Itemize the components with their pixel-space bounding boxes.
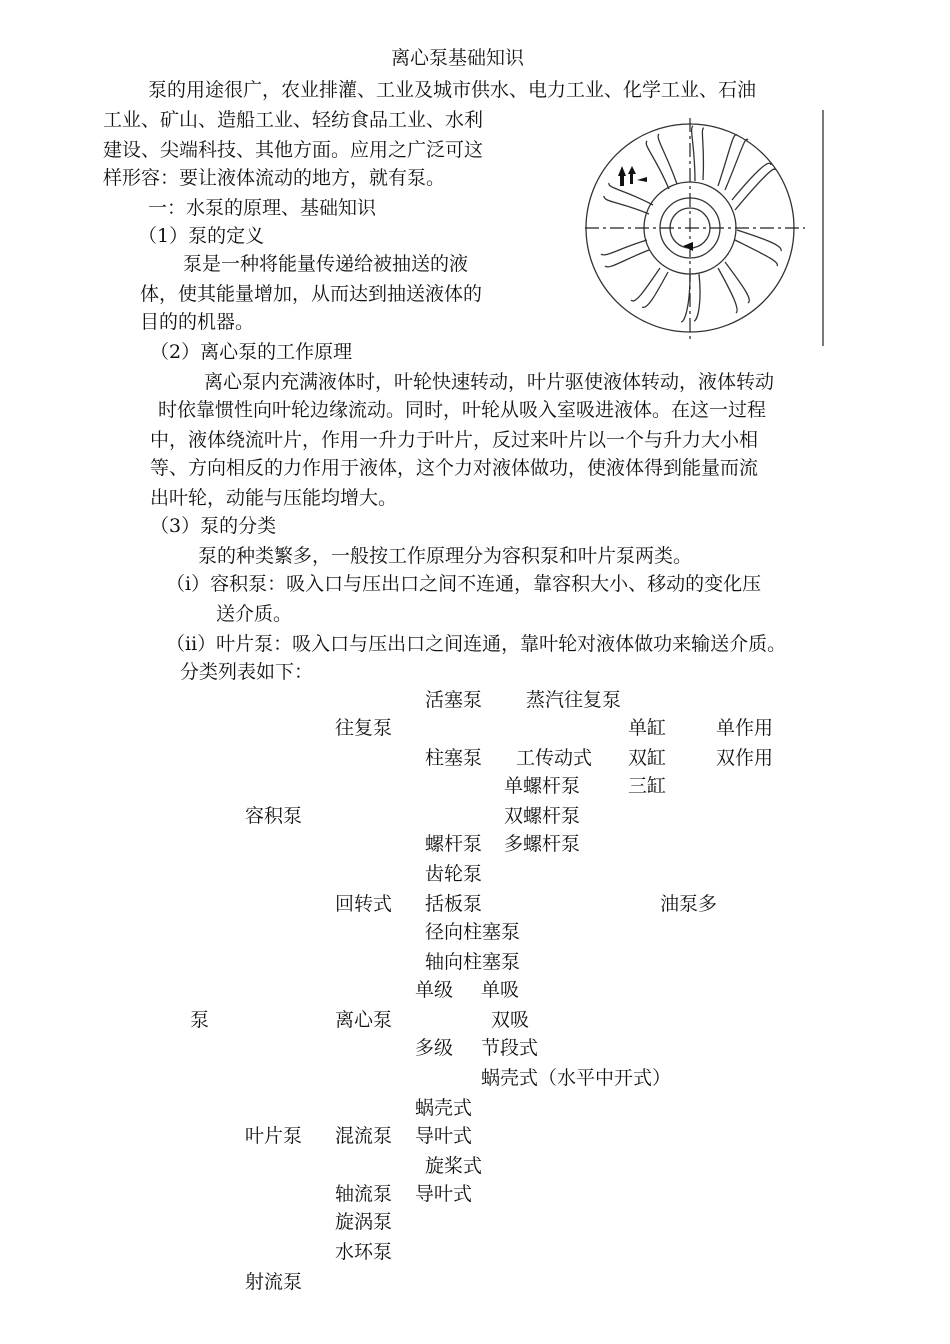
classification-line: （ii）叶片泵：吸入口与压出口之间连通，靠叶轮对液体做功来输送介质。 bbox=[166, 633, 787, 655]
tree-node: 双缸 bbox=[628, 747, 667, 769]
tree-node: 单作用 bbox=[716, 717, 774, 739]
intro-line: 建设、尖端科技、其他方面。应用之广泛可这 bbox=[103, 139, 484, 161]
tree-node: 轴流泵 bbox=[335, 1183, 393, 1205]
tree-node: 导叶式 bbox=[415, 1183, 473, 1205]
tree-node: 水环泵 bbox=[335, 1241, 393, 1263]
tree-node: 轴向柱塞泵 bbox=[425, 951, 521, 973]
tree-node: 双作用 bbox=[716, 747, 774, 769]
principle-line: 等、方向相反的力作用于液体，这个力对液体做功，使液体得到能量而流 bbox=[150, 457, 759, 479]
tree-root: 泵 bbox=[190, 1009, 210, 1031]
tree-node: 蜗壳式（水平中开式） bbox=[481, 1067, 672, 1089]
section-heading: 一：水泵的原理、基础知识 bbox=[148, 197, 377, 219]
tree-node: 叶片泵 bbox=[245, 1125, 303, 1147]
principle-line: 离心泵内充满液体时，叶轮快速转动，叶片驱使液体转动，液体转动 bbox=[204, 371, 775, 393]
tree-node: 旋桨式 bbox=[425, 1155, 483, 1177]
tree-node: 节段式 bbox=[481, 1037, 539, 1059]
tree-node: 螺杆泵 bbox=[425, 833, 483, 855]
definition-line: 体，使其能量增加，从而达到抽送液体的 bbox=[140, 283, 483, 305]
classification-line: （i）容积泵：吸入口与压出口之间不连通，靠容积大小、移动的变化压 bbox=[166, 573, 762, 595]
tree-node: 柱塞泵 bbox=[425, 747, 483, 769]
classification-line: 分类列表如下： bbox=[180, 661, 314, 683]
tree-node: 蒸汽往复泵 bbox=[526, 689, 622, 711]
intro-line: 泵的用途很广，农业排灌、工业及城市供水、电力工业、化学工业、石油 bbox=[148, 79, 757, 101]
intro-line: 样形容：要让液体流动的地方，就有泵。 bbox=[103, 167, 446, 189]
tree-node: 双吸 bbox=[491, 1009, 530, 1031]
tree-node: 单缸 bbox=[628, 717, 667, 739]
tree-node: 混流泵 bbox=[335, 1125, 393, 1147]
tree-node: 单吸 bbox=[481, 979, 520, 1001]
subsection-heading: （2）离心泵的工作原理 bbox=[150, 341, 353, 363]
principle-line: 时依靠惯性向叶轮边缘流动。同时，叶轮从吸入室吸进液体。在这一过程 bbox=[158, 399, 767, 421]
intro-line: 工业、矿山、造船工业、轻纺食品工业、水利 bbox=[103, 109, 484, 131]
tree-node: 齿轮泵 bbox=[425, 863, 483, 885]
tree-node: 离心泵 bbox=[335, 1009, 393, 1031]
tree-node: 单级 bbox=[415, 979, 454, 1001]
tree-node: 容积泵 bbox=[245, 805, 303, 827]
subsection-heading: （1）泵的定义 bbox=[138, 225, 265, 247]
tree-node: 双螺杆泵 bbox=[504, 805, 581, 827]
tree-node: 回转式 bbox=[335, 893, 393, 915]
subsection-heading: （3）泵的分类 bbox=[150, 515, 277, 537]
definition-line: 泵是一种将能量传递给被抽送的液 bbox=[183, 253, 469, 275]
classification-line: 泵的种类繁多，一般按工作原理分为容积泵和叶片泵两类。 bbox=[198, 545, 693, 567]
impeller-diagram bbox=[585, 110, 830, 350]
tree-node: 往复泵 bbox=[335, 717, 393, 739]
tree-node: 三缸 bbox=[628, 775, 667, 797]
tree-node: 蜗壳式 bbox=[415, 1097, 473, 1119]
tree-node: 多螺杆泵 bbox=[504, 833, 581, 855]
tree-node: 活塞泵 bbox=[425, 689, 483, 711]
tree-node: 单螺杆泵 bbox=[504, 775, 581, 797]
tree-node: 油泵多 bbox=[660, 893, 718, 915]
tree-node: 射流泵 bbox=[245, 1271, 303, 1293]
tree-node: 括板泵 bbox=[425, 893, 483, 915]
definition-line: 目的的机器。 bbox=[140, 311, 255, 333]
tree-node: 径向柱塞泵 bbox=[425, 921, 521, 943]
principle-line: 中，液体绕流叶片，作用一升力于叶片，反过来叶片以一个与升力大小相 bbox=[150, 429, 759, 451]
tree-node: 旋涡泵 bbox=[335, 1211, 393, 1233]
principle-line: 出叶轮，动能与压能均增大。 bbox=[150, 487, 398, 509]
tree-node: 导叶式 bbox=[415, 1125, 473, 1147]
classification-line: 送介质。 bbox=[216, 603, 293, 625]
tree-node: 多级 bbox=[415, 1037, 454, 1059]
page-title: 离心泵基础知识 bbox=[391, 47, 525, 69]
tree-node: 工传动式 bbox=[516, 747, 593, 769]
